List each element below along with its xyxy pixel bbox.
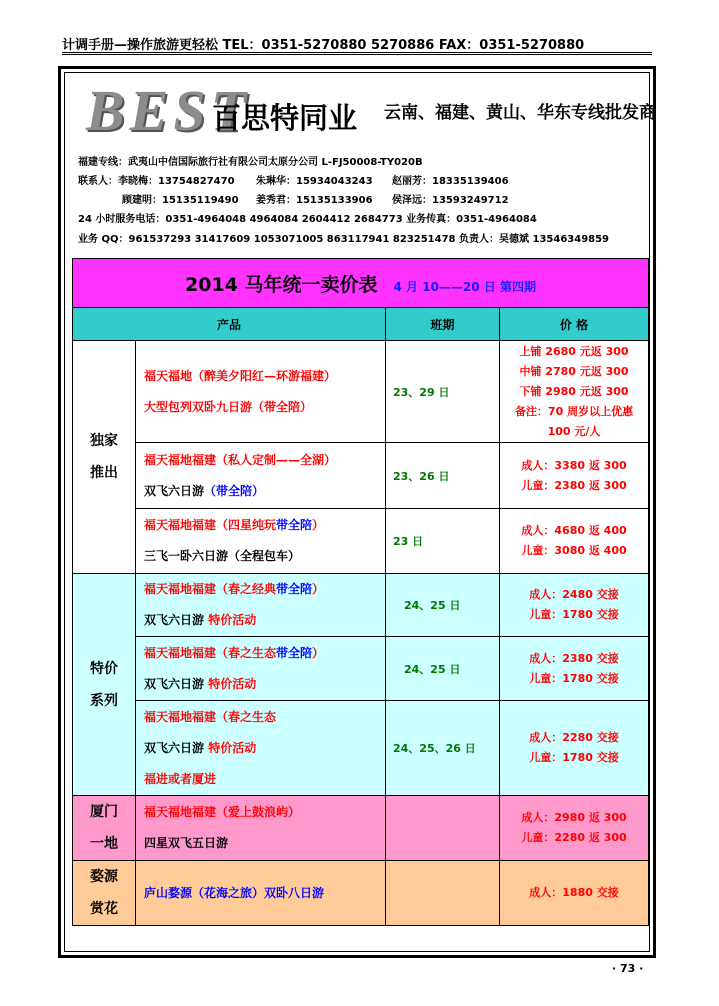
price-line: 儿童：1780 交接: [529, 751, 619, 764]
price-line: 成人：1880 交接: [529, 886, 619, 899]
product-cell: [136, 509, 386, 574]
product-text: 福天福地福建（私人定制——全湖）: [144, 452, 337, 467]
period-cell: 23 日: [386, 509, 500, 574]
product-text: 带全陪: [276, 582, 313, 596]
category-cell: [73, 341, 136, 574]
price-line: 100 元/人: [547, 424, 601, 438]
product-text: 大型包列双卧九日游（带全陪）: [144, 399, 313, 414]
table-subtitle: 4 月 10——20 日 第四期: [393, 279, 536, 294]
product-text: 特价活动: [208, 740, 257, 755]
table-row: [73, 637, 649, 701]
category-cell: [73, 574, 136, 796]
category-label: 系列: [90, 692, 118, 709]
product-cell: [136, 861, 386, 926]
category-label: 婺源: [90, 869, 118, 885]
contact-jiang: 姜秀君：15135133906: [256, 195, 373, 206]
product-line: [144, 605, 385, 636]
product-cell: [136, 443, 386, 509]
contact-zhu: 朱琳华：15934043243: [256, 176, 373, 187]
product-cell: [136, 796, 386, 861]
table-row: [73, 701, 649, 796]
product-text: 四星双飞五日游: [144, 836, 229, 850]
period-cell: [386, 796, 500, 861]
contact-hou: 侯泽远：13593249712: [392, 195, 509, 206]
product-cell: [136, 341, 386, 443]
service-phone-line: 24 小时服务电话：0351-4964048 4964084 2604412 2684773 业务传真：0351-4964084: [78, 214, 537, 225]
best-logo-text: BEST: [86, 78, 252, 143]
period-cell: 24、25、26 日: [386, 701, 500, 796]
table-row: [73, 509, 649, 574]
price-line: 儿童：2380 返 300: [521, 478, 627, 492]
product-text: 双飞六日游: [144, 676, 209, 691]
price-line: 成人：2980 返 300: [521, 811, 627, 824]
price-cell: [500, 443, 649, 509]
price-line: 成人：4680 返 400: [521, 524, 627, 537]
table-row: [73, 861, 649, 926]
product-text: 庐山婺源（花海之旅）双卧八日游: [144, 885, 325, 900]
table-title-cell: [73, 259, 649, 308]
price-line: 儿童：1780 交接: [529, 671, 619, 685]
price-line: 上铺 2680 元返 300: [519, 344, 629, 358]
product-line: [144, 574, 385, 605]
product-text: ）: [312, 518, 325, 532]
price-line: 成人：2380 交接: [529, 651, 619, 665]
table-title-row: [73, 259, 649, 308]
product-line: [144, 392, 385, 423]
price-cell: [500, 341, 649, 443]
contact-zhao: 赵丽芳：18335139406: [392, 176, 509, 187]
category-label: 赏花: [90, 901, 118, 917]
category-label: 厦门: [90, 804, 118, 820]
qq-line: 业务 QQ：961537293 31417609 1053071005 863117941 823251478 负责人：吴德斌 13546349859: [78, 234, 610, 245]
contact-gu: 顾建明：15135119490: [122, 195, 239, 206]
product-line: [144, 764, 385, 795]
period-cell: [386, 861, 500, 926]
price-line: 儿童：3080 返 400: [521, 544, 627, 557]
price-line: 成人：2280 交接: [529, 731, 619, 744]
header-product: 产品: [73, 308, 386, 341]
price-cell: [500, 861, 649, 926]
table-body: [73, 341, 649, 926]
price-cell: [500, 796, 649, 861]
product-text: 带全陪: [276, 645, 313, 660]
price-cell: [500, 574, 649, 637]
period-cell: 23、29 日: [386, 341, 500, 443]
product-line: [144, 669, 385, 700]
product-text: 福天福地福建（春之生态: [144, 709, 277, 724]
contact-li: 联系人：李晓梅：13754827470: [78, 176, 235, 187]
header-contact-line: 计调手册—操作旅游更轻松 TEL：0351-5270880 5270886 FAX：0351-5270880: [62, 38, 585, 53]
header-price: 价 格: [500, 308, 649, 341]
header-period: 班期: [386, 308, 500, 341]
company-name-logo: 百思特同业: [212, 101, 358, 135]
period-cell: 23、26 日: [386, 443, 500, 509]
product-text: 福天福地福建（四星纯玩: [144, 518, 277, 532]
price-line: 备注：70 周岁以上优惠: [514, 404, 634, 418]
price-cell: [500, 637, 649, 701]
product-text: 双飞六日游: [144, 740, 209, 755]
product-line: [144, 878, 385, 909]
period-cell: 24、25 日: [386, 637, 500, 701]
product-line: [144, 638, 385, 669]
product-text: 特价活动: [208, 613, 257, 627]
product-line: [144, 510, 385, 541]
price-line: 儿童：1780 交接: [529, 608, 619, 621]
table-header-row: [73, 308, 649, 341]
price-line: 中铺 2780 元返 300: [519, 364, 629, 378]
price-line: 成人：3380 返 300: [521, 458, 627, 472]
product-text: ）: [312, 582, 325, 596]
product-line: [144, 361, 385, 392]
product-text: （带全陪）: [204, 483, 265, 498]
category-label: 独家: [90, 433, 118, 449]
product-text: 三飞一卧六日游（全程包车）: [144, 549, 301, 563]
table-row: [73, 341, 649, 443]
table-row: [73, 796, 649, 861]
header-divider: [62, 52, 652, 55]
price-table: [72, 258, 649, 926]
table-title: 2014 马年统一卖价表: [185, 273, 378, 296]
product-line: [144, 733, 385, 764]
category-label: 推出: [90, 465, 118, 481]
product-text: 特价活动: [208, 676, 257, 691]
category-label: 特价: [90, 660, 118, 677]
company-registration: 福建专线：武夷山中信国际旅行社有限公司太原分公司 L-FJ50008-TY020B: [78, 157, 423, 168]
product-text: 福天福地福建（爱上鼓浪屿）: [144, 805, 301, 819]
product-text: ）: [312, 645, 325, 660]
product-text: 双飞六日游: [144, 613, 209, 627]
price-cell: [500, 701, 649, 796]
product-line: [144, 828, 385, 859]
product-text: 带全陪: [276, 518, 313, 532]
product-cell: [136, 574, 386, 637]
category-label: 一地: [90, 836, 118, 852]
product-cell: [136, 701, 386, 796]
table-row: [73, 443, 649, 509]
product-line: [144, 476, 385, 507]
page-number: · 73 ·: [612, 962, 644, 975]
product-text: 双飞六日游: [144, 483, 205, 498]
table-row: [73, 574, 649, 637]
product-text: 福天福地福建（春之经典: [144, 582, 277, 596]
company-slogan: 云南、福建、黄山、华东专线批发商: [384, 103, 656, 123]
product-text: 福天福地福建（春之生态: [144, 645, 277, 660]
price-line: 成人：2480 交接: [529, 588, 619, 601]
category-cell: [73, 861, 136, 926]
product-text: 福天福地（醉美夕阳红—环游福建）: [144, 368, 337, 383]
price-cell: [500, 509, 649, 574]
period-cell: 24、25 日: [386, 574, 500, 637]
product-text: 福进或者厦进: [144, 771, 217, 786]
product-line: [144, 702, 385, 733]
price-line: 下铺 2980 元返 300: [519, 384, 629, 398]
product-line: [144, 541, 385, 572]
price-line: 儿童：2280 返 300: [521, 831, 627, 844]
product-line: [144, 797, 385, 828]
product-line: [144, 445, 385, 476]
category-cell: [73, 796, 136, 861]
product-cell: [136, 637, 386, 701]
